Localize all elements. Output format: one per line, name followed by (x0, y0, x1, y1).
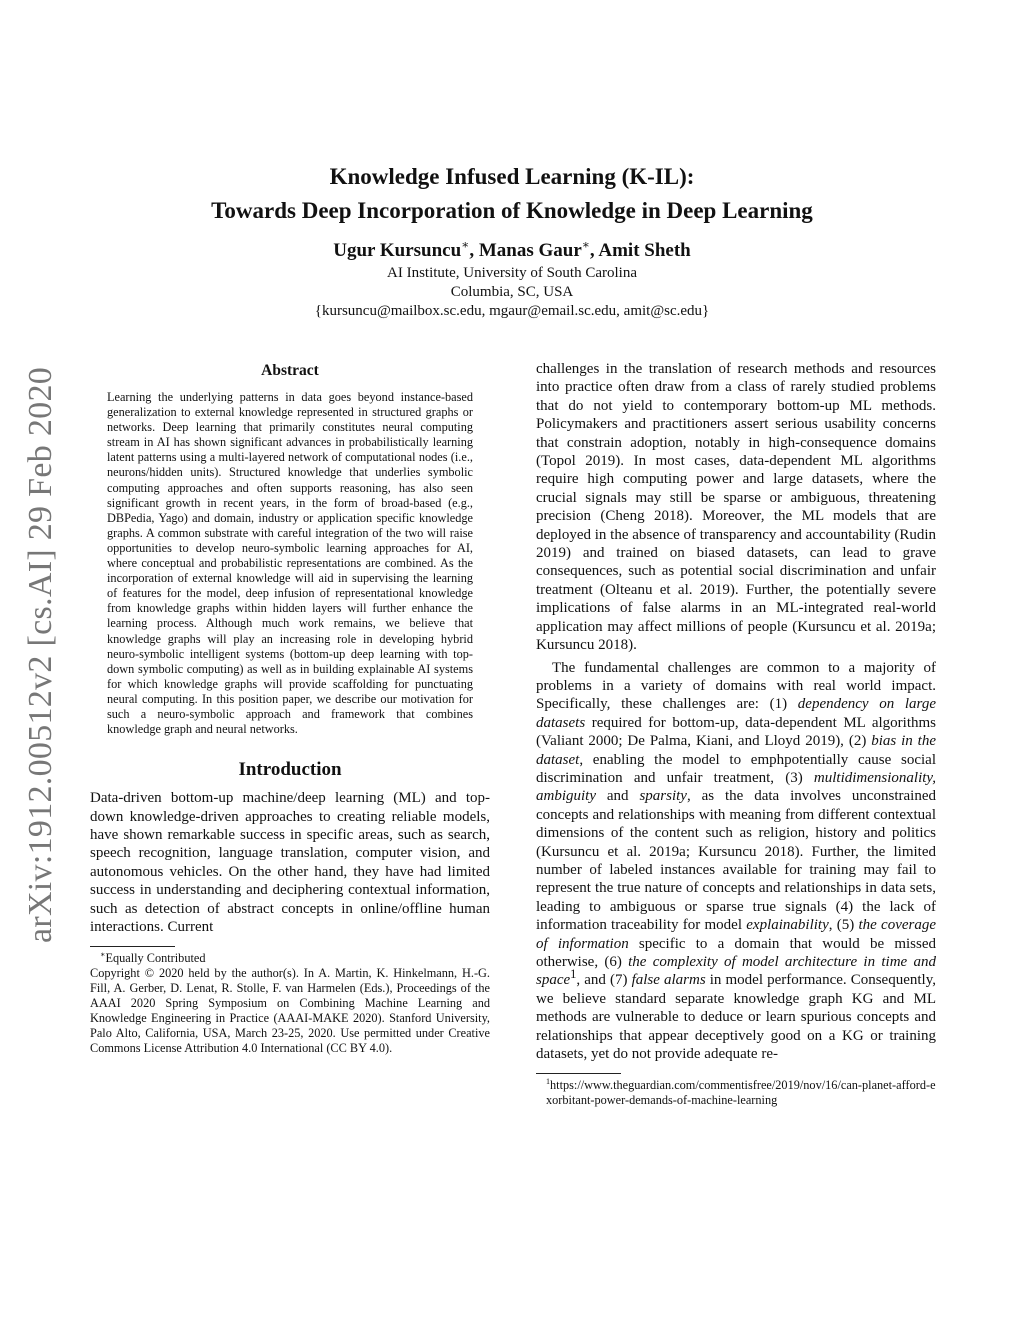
abstract-title: Abstract (261, 362, 319, 379)
footnote-1-url[interactable]: https://www.theguardian.com/commentisfree/2019/nov/16/can-planet-afford-exorbitant-power-demands-of-machine-learning (546, 1078, 936, 1108)
title-line-1: Knowledge Infused Learning (K-IL): (329, 164, 695, 189)
affiliation: AI Institute, University of South Carolina (387, 265, 637, 281)
right-column (536, 360, 936, 1108)
footnote-1-mark: 1 (546, 1077, 550, 1087)
footnote-equal-contribution: ∗Equally Contributed (100, 950, 206, 966)
location: Columbia, SC, USA (450, 284, 574, 300)
equal-contribution-mark-1: ∗ (461, 237, 470, 252)
author-3: Amit Sheth (598, 240, 691, 261)
abstract-section (90, 362, 490, 737)
right-paragraph-2: The fundamental challenges are common to a majority of problems in a variety of domains with real world impact. Specifically, these challenges are: (1) dependency on large datasets required for bottom-up, data-dependent ML algorithms (Valiant 2000; De Palma, Kiani, and Lloyd 2019), (2) bias in the dataset, enabling the model to emphpotentially cause social discrimination and unfair treatment, (3) multidimensionality, ambiguity and sparsity, as the data involves unconstrained concepts and relationships with meaning from different contextual dimensions of the content such as religion, history and politics (Kursuncu et al. 2019a; Kursuncu 2018). Further, the limited number of labeled instances available for training may fail to represent the true nature of concepts and relationships in data sets, leading to ambiguous or sparse true signals (4) the lack of information traceability for model explainability, (5) the coverage of information specific to a domain that would be missed otherwise, (6) the complexity of model architecture in time and space$^1$, and (7) false alarms in model performance. Consequently, we believe standard separate knowledge graph KG and ML methods are vulnerable to deduce or learn spurious concepts and relationships that appear deceptively good on a KG or training datasets, yet do not provide adequate re- (536, 659, 937, 1063)
left-column (90, 360, 490, 1056)
footnote-1 (536, 1078, 936, 1108)
equal-contribution-mark-2: ∗ (581, 237, 590, 252)
author-emails: {kursuncu@mailbox.sc.edu, mgaur@email.sc.edu, amit@sc.edu} (314, 303, 710, 319)
paper-title (0, 160, 1024, 228)
abstract-text: Learning the underlying patterns in data goes beyond instance-based generalization to external knowledge represented in structured graphs or networks. Deep learning that primarily constitutes neural computing stream in AI has shown significant advances in probabilistically learning latent patterns using a multi-layered network of computational nodes (i.e., neurons/hidden units). Structured knowledge that underlies symbolic computing approaches and often supports reasoning, has also seen significant growth in recent years, in the form of broad-based (e.g., DBPedia, Yago) and domain, industry or application specific knowledge graphs. A common substrate with careful integration of the two will raise opportunities to develop neuro-symbolic learning approaches for AI, where conceptual and probabilistic representations are combined. As the incorporation of external knowledge will aid in supervising the learning of features for the model, deep infusion of representational knowledge from knowledge graphs within hidden layers will further enhance the learning process. Although much work remains, we believe that knowledge graphs will play an increasing role in developing hybrid neuro-symbolic intelligent systems (bottom-up deep learning with top-down symbolic computing) as well as in building explainable AI systems for which knowledge graphs will provide scaffolding for punctuating neural computing. In this position paper, we describe our motivation for such a neuro-symbolic approach and framework that combines knowledge graph and neural networks. (107, 390, 473, 737)
arxiv-identifier: arXiv:1912.00512v2 [cs.AI] 29 Feb 2020 (22, 366, 59, 944)
author-block (0, 238, 1024, 321)
footnote-copyright: Copyright © 2020 held by the author(s). In A. Martin, K. Hinkelmann, H.-G. Fill, A. Gerber, D. Lenat, R. Stolle, F. van Harmelen (Eds.), Proceedings of the AAAI 2020 Spring Symposium on Combining Machine Learning and Knowledge Engineering in Practice (AAAI-MAKE 2020). Stanford University, Palo Alto, California, USA, March 23-25, 2020. Use permitted under Creative Commons License Attribution 4.0 International (CC BY 4.0). (90, 966, 490, 1056)
author-2: Manas Gaur (478, 240, 582, 261)
footnote-divider (90, 946, 175, 947)
footnote-mark: ∗ (100, 950, 106, 960)
author-separator: , (589, 240, 599, 261)
introduction-title: Introduction (238, 759, 342, 781)
footnote-divider (536, 1073, 621, 1074)
footnote-reference-1[interactable]: 1 (570, 967, 577, 982)
introduction-paragraph: Data-driven bottom-up machine/deep learning (ML) and top-down knowledge-driven approaches to creating reliable models, have shown remarkable success in specific areas, such as search, speech recognition, language translation, computer vision, and autonomous vehicles. On the other hand, they have had limited success in understanding and deciphering contextual information, such as detection of abstract concepts in online/offline human interactions. Current (90, 790, 490, 935)
author-separator: , (469, 240, 479, 261)
right-paragraph-1: challenges in the translation of research methods and resources into practice often draw from a class of rarely studied problems that do not yield to contemporary bottom-up ML methods. Policymakers and practitioners assert serious usability concerns that constrain adoption, notably in high-consequence domains (Topol 2019). In most cases, data-dependent ML algorithms require high computing power and large datasets, where the crucial signals may still be sparse or ambiguous, threatening precision (Cheng 2018). Moreover, the ML models that are deployed in the absence of transparency and accountability (Rudin 2019) and trained on biased datasets, can lead to grave consequences, such as potential social discrimination and unfair treatment (Olteanu et al. 2019). Further, the potentially severe implications of false alarms in an ML-integrated real-world application may affect millions of people (Kursuncu et al. 2019a; Kursuncu 2018). (536, 361, 936, 654)
title-line-2: Towards Deep Incorporation of Knowledge in Deep Learning (211, 198, 813, 223)
arxiv-side-label (20, 365, 62, 945)
author-names (0, 238, 1024, 264)
author-1: Ugur Kursuncu (333, 240, 462, 261)
